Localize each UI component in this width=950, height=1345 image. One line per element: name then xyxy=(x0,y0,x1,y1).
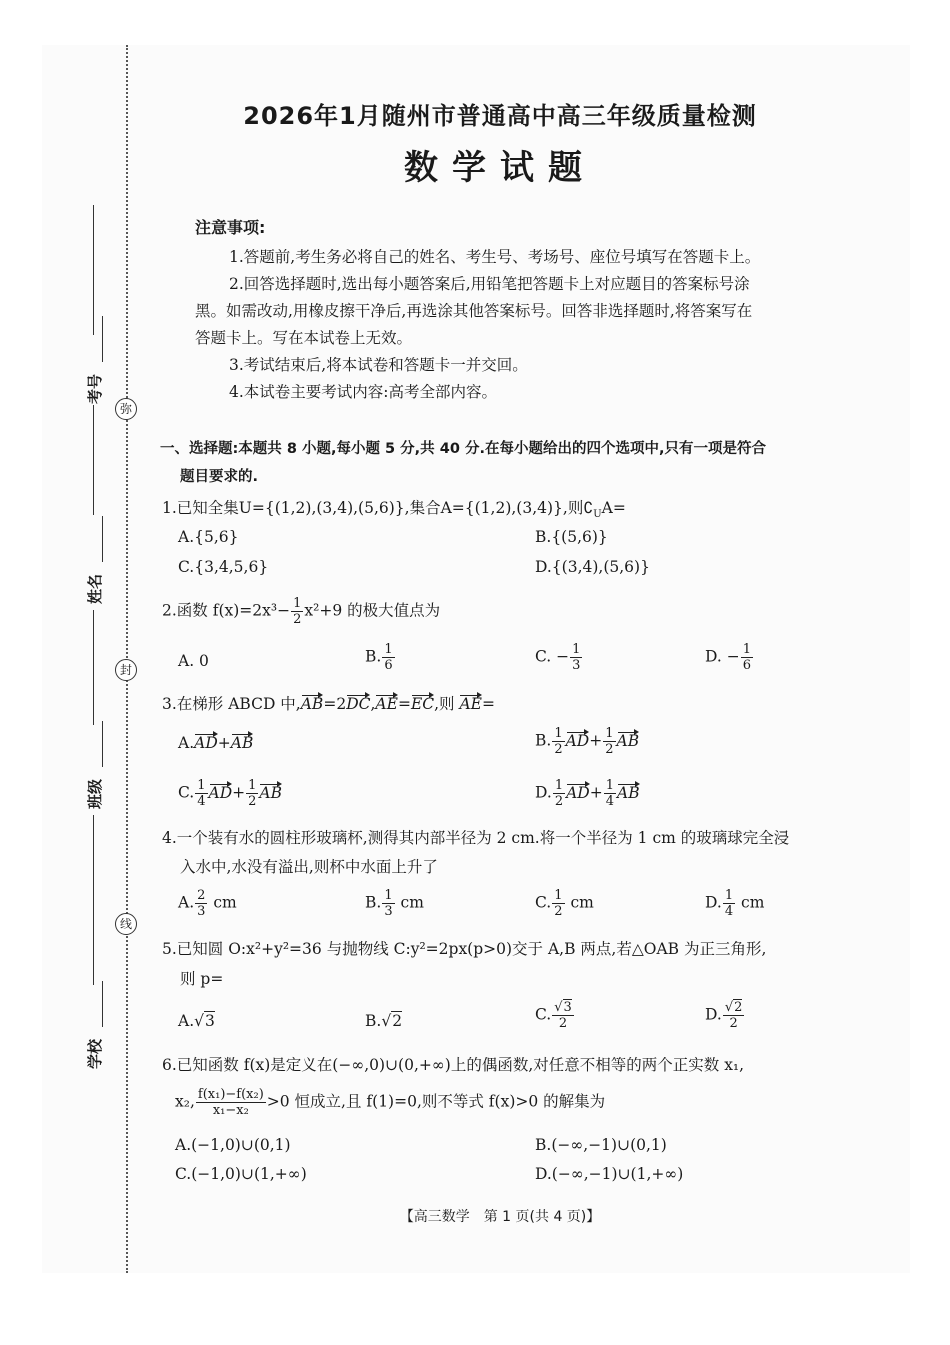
q5-b-rad: 2 xyxy=(392,1012,403,1030)
q3-s2: =2 xyxy=(323,695,347,713)
q5-d-den: 2 xyxy=(729,1016,738,1031)
field-line-xuexiao xyxy=(93,815,94,985)
question-5: 5.已知圆 O:x²+y²=36 与抛物线 C:y²=2px(p>0)交于 A,B 两点,若△OAB 为正三角形, xyxy=(162,940,767,958)
q4-a-den: 3 xyxy=(197,904,206,919)
q4-option-a[interactable] xyxy=(178,888,237,919)
vector-ad: AD xyxy=(566,783,590,802)
q4-c-num: 1 xyxy=(554,888,563,903)
notice-line: 1.答题前,考生务必将自己的姓名、考生号、考场号、座位号填写在答题卡上。 xyxy=(229,248,761,266)
q3-d-frac1 xyxy=(553,778,565,809)
q3-b-d1: 2 xyxy=(554,742,563,757)
q3-c-frac1 xyxy=(195,778,207,809)
q5-a-rad: 3 xyxy=(205,1012,215,1030)
q2-b-label: B. xyxy=(365,647,382,666)
q3-d-label: D. xyxy=(535,783,552,802)
field-line-xingming xyxy=(93,405,94,515)
q6-den: x₁−x₂ xyxy=(212,1103,249,1118)
q5-c-label: C. xyxy=(535,1005,552,1024)
q1-sub: U xyxy=(593,509,602,521)
notice-line: 黑。如需改动,用橡皮擦干净后,再选涂其他答案标号。回答非选择题时,将答案写在 xyxy=(195,302,753,320)
q3-d-d1: 2 xyxy=(554,794,564,809)
q4-d-label: D. xyxy=(705,893,722,912)
seal-mi: 弥 xyxy=(115,398,137,420)
q2-c-frac xyxy=(570,642,582,673)
q3-b-n1: 1 xyxy=(554,726,563,741)
vector-dc: DC xyxy=(346,695,371,713)
q4-b-label: B. xyxy=(365,893,382,912)
vector-ad: AD xyxy=(565,731,590,750)
page-footer: 【高三数学 第 1 页(共 4 页)】 xyxy=(399,1209,601,1225)
q3-c-frac2 xyxy=(246,778,258,809)
q2-option-d[interactable] xyxy=(705,642,754,673)
q4-a-num: 2 xyxy=(197,888,206,903)
field-xingming-label: 姓名 xyxy=(86,573,104,604)
vector-ab: AB xyxy=(259,783,283,802)
q2-b-den: 6 xyxy=(384,658,393,673)
q2-option-b[interactable] xyxy=(365,642,396,673)
q2-frac xyxy=(291,596,303,627)
q4-c-unit: cm xyxy=(570,893,594,912)
question-4-cont: 入水中,水没有溢出,则杯中水面上升了 xyxy=(180,858,438,876)
q3-b-op: + xyxy=(589,731,603,750)
q4-d-den: 4 xyxy=(724,904,734,919)
q5-option-a[interactable]: A.√3 xyxy=(178,1012,215,1030)
q1-stem: 1.已知全集U={(1,2),(3,4),(5,6)},集合A={(1,2),(3,4)},则∁ xyxy=(162,499,594,517)
field-kaohao[interactable] xyxy=(74,316,114,404)
q5-d-frac xyxy=(723,1000,745,1031)
q5-d-num: √2 xyxy=(724,1000,743,1015)
vector-ad: AD xyxy=(208,783,233,802)
q3-d-frac2 xyxy=(604,778,616,809)
q3-b-frac2 xyxy=(603,726,615,757)
vector-ae: AE xyxy=(375,695,398,713)
notice-line: 2.回答选择题时,选出每小题答案后,用铅笔把答题卡上对应题目的答案标号涂 xyxy=(229,275,750,293)
question-4: 4.一个装有水的圆柱形玻璃杯,测得其内部半径为 2 cm.将一个半径为 1 cm 的玻璃球完全浸 xyxy=(162,829,790,847)
q3-d-d2: 4 xyxy=(605,794,614,809)
q5-option-d[interactable] xyxy=(705,1000,745,1031)
section-heading: 一、选择题:本题共 8 小题,每小题 5 分,共 40 分.在每小题给出的四个选项中,只有一项是符合 xyxy=(160,441,766,457)
q4-d-unit: cm xyxy=(741,893,765,912)
q3-b-d2: 2 xyxy=(605,742,614,757)
q2-b-frac xyxy=(382,642,394,673)
field-banji-label: 班级 xyxy=(86,778,104,809)
q3-s4: = xyxy=(397,695,411,713)
q4-c-label: C. xyxy=(535,893,552,912)
q6-pre: x₂, xyxy=(175,1092,195,1111)
q2-c-num: 1 xyxy=(572,642,581,657)
q2-pre: 2.函数 f(x)=2x³− xyxy=(162,601,291,620)
q4-c-frac xyxy=(552,888,564,919)
q1-option-d[interactable]: D.{(3,4),(5,6)} xyxy=(535,558,650,576)
q5-d-label: D. xyxy=(705,1005,722,1024)
q5-option-c[interactable] xyxy=(535,1000,575,1031)
notice-line: 答题卡上。写在本试卷上无效。 xyxy=(195,329,413,347)
q2-post: x²+9 的极大值点为 xyxy=(304,601,441,620)
q3-a-op: + xyxy=(217,734,231,752)
q3-c-op: + xyxy=(232,783,246,802)
field-xuexiao[interactable] xyxy=(74,981,114,1069)
q4-b-den: 3 xyxy=(384,904,393,919)
vector-ad: AD xyxy=(194,734,218,752)
q4-option-d[interactable] xyxy=(705,888,764,919)
q4-b-num: 1 xyxy=(384,888,393,903)
q6-option-c[interactable]: C.(−1,0)∪(1,+∞) xyxy=(175,1165,307,1183)
exam-title: 2026年1月随州市普通高中高三年级质量检测 xyxy=(243,102,757,130)
q6-frac xyxy=(196,1087,266,1118)
q3-s6: = xyxy=(482,695,495,713)
field-xuexiao-label: 学校 xyxy=(86,1038,104,1069)
q3-b-label: B. xyxy=(535,731,552,750)
q3-c-n1: 1 xyxy=(197,778,206,793)
q2-num: 1 xyxy=(293,596,302,611)
q3-c-d2: 2 xyxy=(248,794,257,809)
q3-a-label: A. xyxy=(178,734,195,752)
q4-d-num: 1 xyxy=(724,888,734,903)
field-banji-blank xyxy=(102,721,103,767)
q2-d-num: 1 xyxy=(742,642,751,657)
q3-c-n2: 1 xyxy=(248,778,257,793)
notice-heading: 注意事项: xyxy=(195,218,266,237)
q5-c-rad: 3 xyxy=(563,1000,572,1015)
q4-d-frac xyxy=(723,888,735,919)
q3-s3: , xyxy=(370,695,376,713)
q3-option-a[interactable] xyxy=(178,734,253,752)
vector-ab: AB xyxy=(617,783,640,802)
q6-post: >0 恒成立,且 f(1)=0,则不等式 f(x)>0 的解集为 xyxy=(266,1092,606,1111)
q2-d-den: 6 xyxy=(742,658,751,673)
q3-b-n2: 1 xyxy=(605,726,614,741)
q4-option-b[interactable] xyxy=(365,888,424,919)
q3-b-frac1 xyxy=(552,726,564,757)
notice-line: 3.考试结束后,将本试卷和答题卡一并交回。 xyxy=(229,356,528,374)
vector-ab: AB xyxy=(616,731,640,750)
question-1 xyxy=(162,496,626,520)
field-xingming[interactable] xyxy=(74,516,114,604)
section-heading-cont: 题目要求的. xyxy=(180,469,259,485)
q2-b-num: 1 xyxy=(384,642,393,657)
q2-d-label: D. − xyxy=(705,647,740,666)
vector-ab: AB xyxy=(230,734,254,752)
q5-d-rad: 2 xyxy=(734,1000,743,1015)
q6-option-a[interactable]: A.(−1,0)∪(0,1) xyxy=(175,1136,291,1154)
vector-ae-2: AE xyxy=(459,695,482,713)
field-xingming-blank xyxy=(102,516,103,562)
field-xuexiao-blank xyxy=(102,981,103,1027)
q3-option-c[interactable] xyxy=(178,778,282,809)
q2-option-a[interactable]: A. 0 xyxy=(178,652,209,670)
vector-ab: AB xyxy=(300,695,324,713)
question-6-cont xyxy=(175,1087,605,1118)
q1-option-b[interactable]: B.{(5,6)} xyxy=(535,528,608,546)
q2-c-label: C. − xyxy=(535,647,570,666)
q1-option-a[interactable]: A.{5,6} xyxy=(178,528,239,546)
question-5-cont: 则 p= xyxy=(180,970,224,988)
q3-s5: ,则 xyxy=(434,695,460,713)
q3-option-b[interactable] xyxy=(535,726,639,757)
q3-c-d1: 4 xyxy=(197,794,206,809)
q3-c-label: C. xyxy=(178,783,195,802)
q6-option-b[interactable]: B.(−∞,−1)∪(0,1) xyxy=(535,1136,667,1154)
vector-ec: EC xyxy=(410,695,435,713)
q3-d-n2: 1 xyxy=(605,778,614,793)
q3-s1: 3.在梯形 ABCD 中, xyxy=(162,695,301,713)
q4-option-c[interactable] xyxy=(535,888,594,919)
q5-c-frac xyxy=(552,1000,574,1031)
question-3 xyxy=(162,692,495,714)
seal-feng: 封 xyxy=(115,659,137,681)
field-kaohao-label: 考号 xyxy=(86,373,104,404)
q4-a-frac xyxy=(195,888,207,919)
q4-b-frac xyxy=(382,888,394,919)
q5-c-den: 2 xyxy=(558,1016,568,1031)
q3-option-d[interactable] xyxy=(535,778,640,809)
q5-b-label: B. xyxy=(365,1012,382,1030)
q6-num: f(x₁)−f(x₂) xyxy=(197,1087,264,1102)
q5-option-b[interactable]: B.√2 xyxy=(365,1012,403,1030)
question-6: 6.已知函数 f(x)是定义在(−∞,0)∪(0,+∞)上的偶函数,对任意不相等的两个正实数 x₁, xyxy=(162,1056,745,1074)
q3-d-n1: 1 xyxy=(554,778,564,793)
question-2 xyxy=(162,596,440,627)
q2-c-den: 3 xyxy=(572,658,581,673)
q6-option-d[interactable]: D.(−∞,−1)∪(1,+∞) xyxy=(535,1165,684,1183)
q5-c-num: √3 xyxy=(554,1000,572,1015)
seal-xian: 线 xyxy=(115,913,137,935)
q2-option-c[interactable] xyxy=(535,642,583,673)
q4-a-unit: cm xyxy=(213,893,237,912)
q2-den: 2 xyxy=(293,612,302,627)
notice-line: 4.本试卷主要考试内容:高考全部内容。 xyxy=(229,383,498,401)
q2-d-frac xyxy=(741,642,753,673)
subject-title: 数学试题 xyxy=(404,148,596,188)
q3-d-op: + xyxy=(589,783,603,802)
q4-b-unit: cm xyxy=(400,893,424,912)
q4-c-den: 2 xyxy=(554,904,563,919)
field-kaohao-blank xyxy=(102,316,103,362)
field-line-banji xyxy=(93,610,94,725)
field-banji[interactable] xyxy=(74,721,114,809)
q1-tail: A= xyxy=(601,499,626,517)
q4-a-label: A. xyxy=(178,893,195,912)
q1-option-c[interactable]: C.{3,4,5,6} xyxy=(178,558,269,576)
q5-a-label: A. xyxy=(178,1012,195,1030)
